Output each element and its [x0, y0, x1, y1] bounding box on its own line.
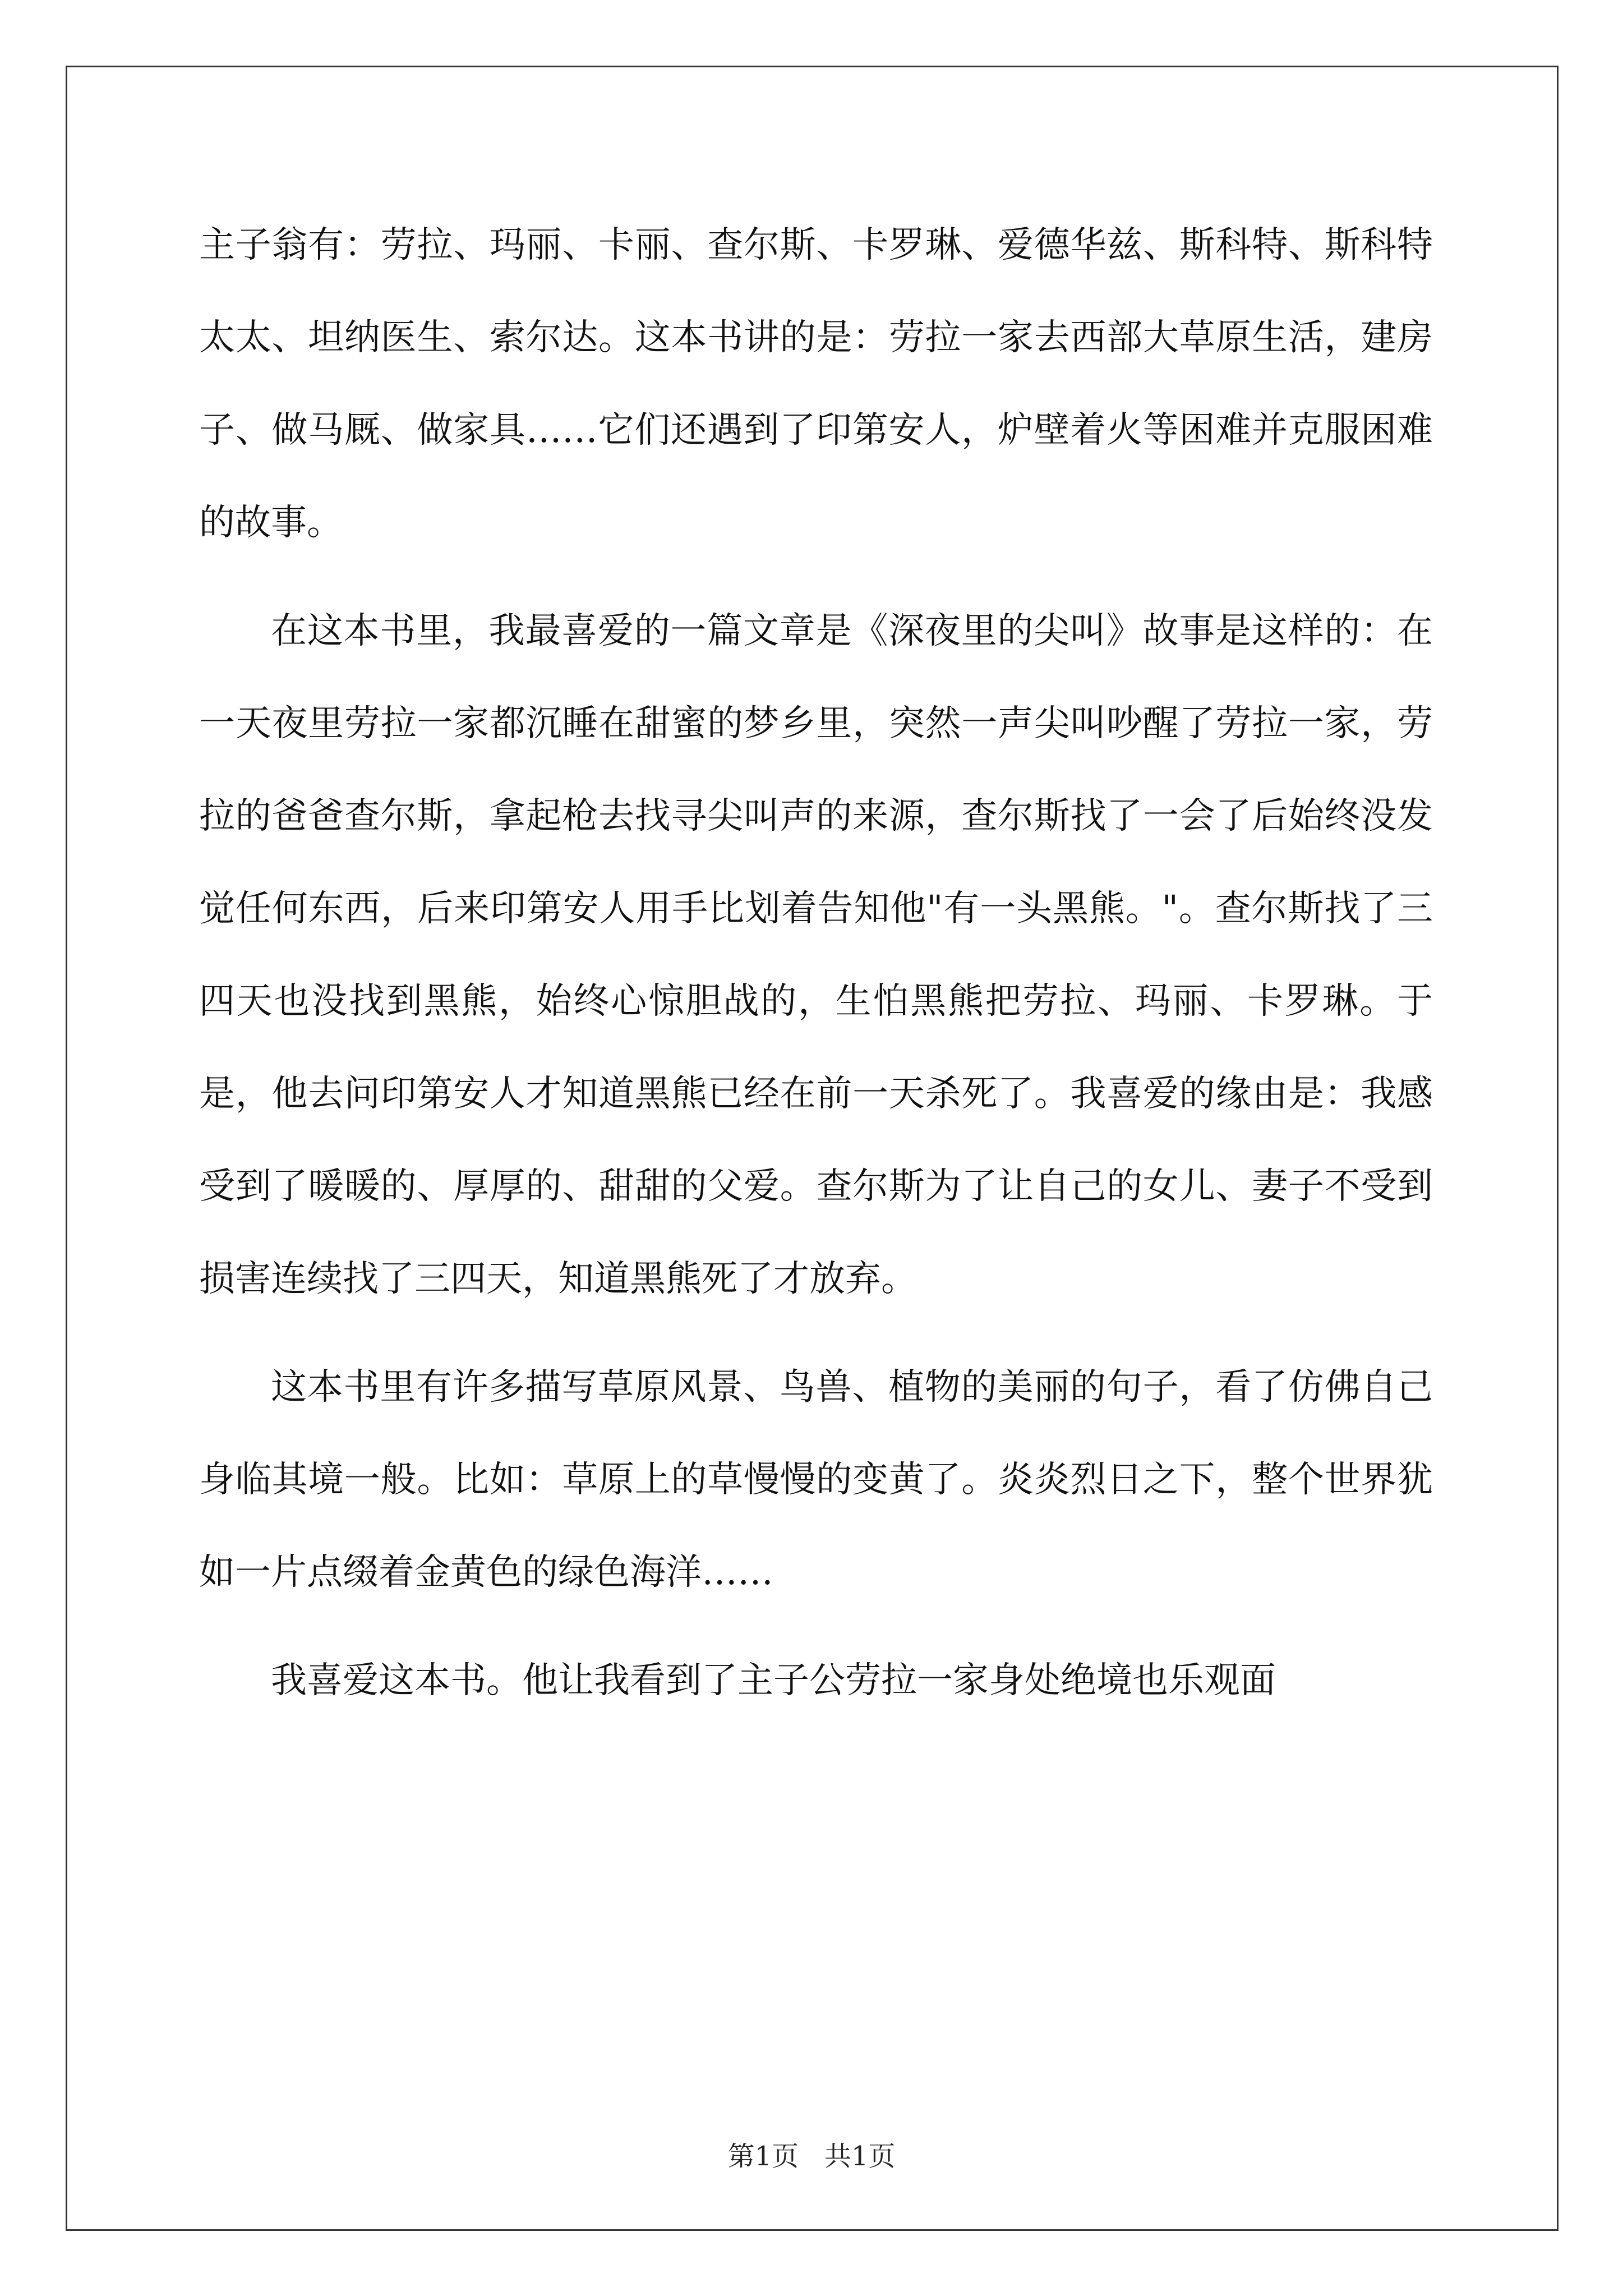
paragraph-gap	[199, 569, 1433, 585]
paragraph-2: 在这本书里，我最喜爱的一篇文章是《深夜里的尖叫》故事是这样的：在一天夜里劳拉一家都沉睡在甜蜜的梦乡里，突然一声尖叫吵醒了劳拉一家，劳拉的爸爸查尔斯，拿起枪去找寻尖叫声的来源，查尔斯找了一会了后始终没发觉任何东西，后来印第安人用手比划着告知他"有一头黑熊。"。查尔斯找了三四天也没找到黑熊，始终心惊胆战的，生怕黑熊把劳拉、玛丽、卡罗琳。于是，他去问印第安人才知道黑熊已经在前一天杀死了。我喜爱的缘由是：我感受到了暖暖的、厚厚的、甜甜的父爱。查尔斯为了让自己的女儿、妻子不受到损害连续找了三四天，知道黑熊死了才放弃。	[199, 610, 1433, 1300]
page-number: 第1页	[727, 2141, 799, 2172]
paragraph-gap	[199, 1619, 1433, 1635]
document-body	[199, 199, 1433, 1727]
page-footer	[0, 2134, 1623, 2173]
paragraph-4: 我喜爱这本书。他让我看到了主子公劳拉一家身处绝境也乐观面	[271, 1660, 1276, 1701]
paragraph-3: 这本书里有许多描写草原风景、鸟兽、植物的美丽的句子，看了仿佛自己身临其境一般。比如：草原上的草慢慢的变黄了。炎炎烈日之下，整个世界犹如一片点缀着金黄色的绿色海洋……	[199, 1366, 1433, 1593]
page-total: 共1页	[824, 2141, 896, 2172]
paragraph-gap	[199, 1326, 1433, 1341]
paragraph-1: 主子翁有：劳拉、玛丽、卡丽、查尔斯、卡罗琳、爱德华兹、斯科特、斯科特太太、坦纳医生、索尔达。这本书讲的是：劳拉一家去西部大草原生活，建房子、做马厩、做家具……它们还遇到了印第安人，炉壁着火等困难并克服困难的故事。	[199, 224, 1433, 544]
